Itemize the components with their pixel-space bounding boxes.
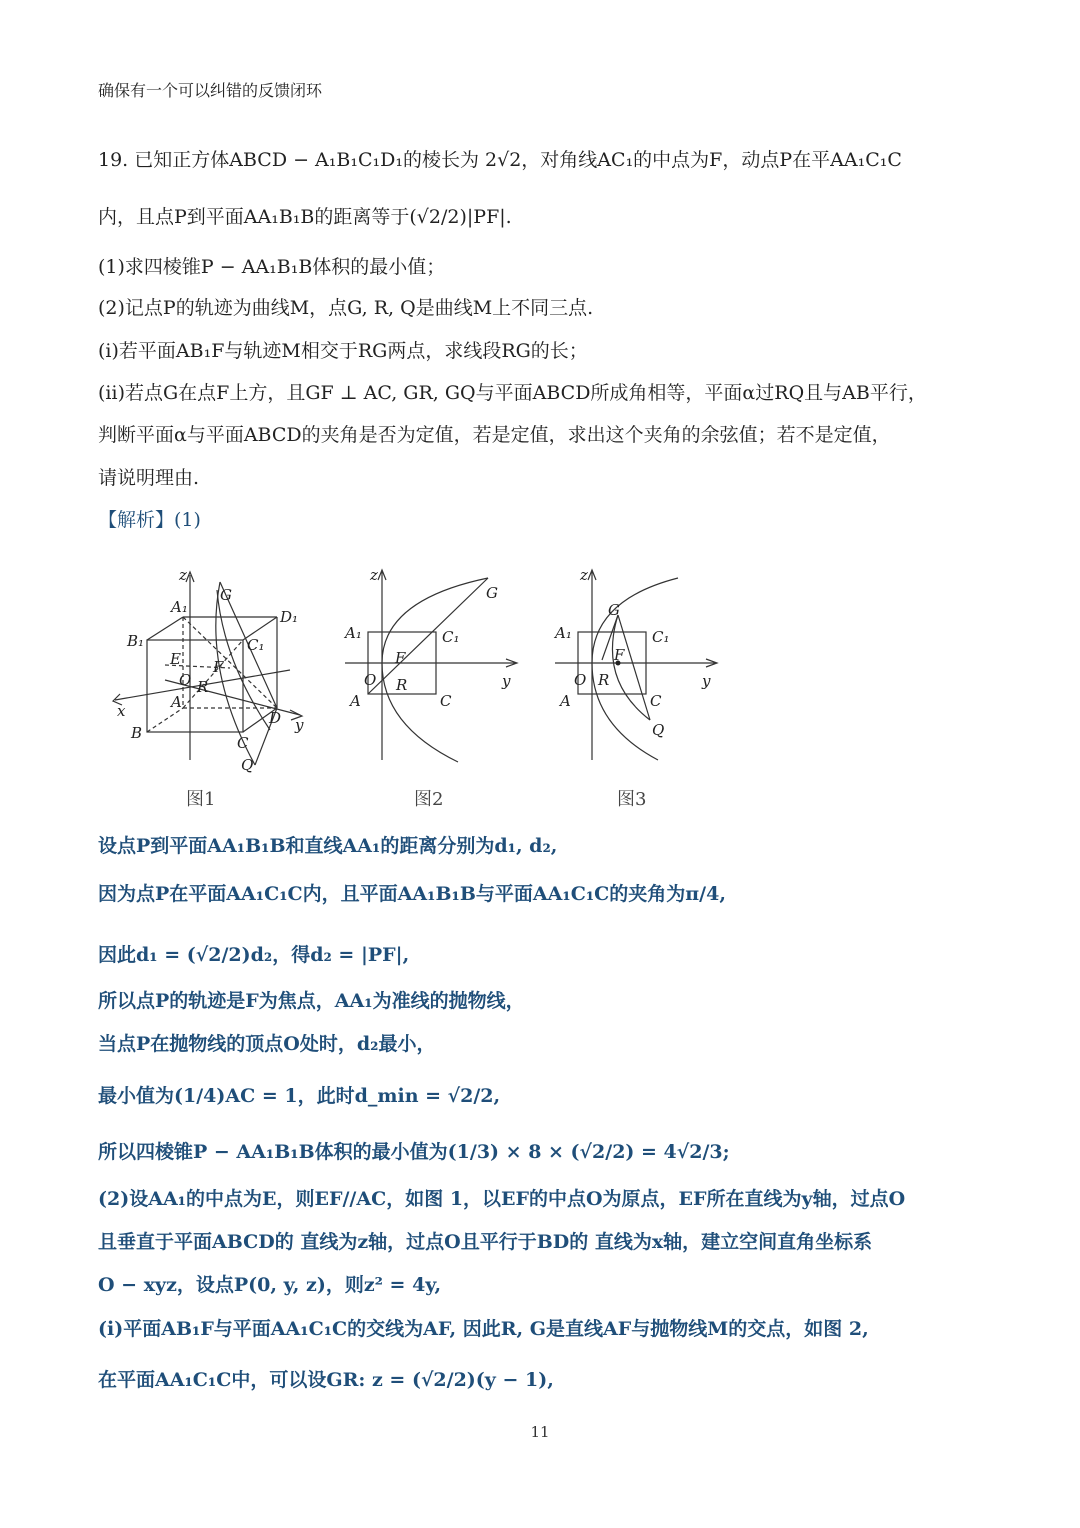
fig2-label-a1: A₁ [345, 624, 362, 642]
fig1-label-d1: D₁ [280, 608, 299, 626]
fig3-label-c: C [650, 692, 662, 710]
question-part-2ii-line3: 请说明理由. [98, 467, 200, 489]
question-part-1: (1)求四棱锥P − AA₁B₁B体积的最小值； [98, 256, 446, 278]
fig1-label-x: x [117, 702, 126, 720]
fig1-label-d: D [269, 709, 282, 727]
solution-line-4: 所以点P的轨迹是F为焦点，AA₁为准线的抛物线， [98, 990, 525, 1012]
solution-line-1: 设点P到平面AA₁B₁B和直线AA₁的距离分别为d₁, d₂, [98, 835, 558, 857]
question-part-2ii-line1: (ⅱ)若点G在点F上方，且GF ⊥ AC, GR, GQ与平面ABCD所成角相等，平面α过RQ且与AB平行， [98, 382, 927, 404]
fig1-label-a: A [171, 693, 182, 711]
fig3-label-a1: A₁ [555, 624, 572, 642]
question-line-2: 内，且点P到平面AA₁B₁B的距离等于(√2/2)|PF|. [98, 206, 512, 228]
solution-line-8: (2)设AA₁的中点为E，则EF//AC，如图 1，以EF的中点O为原点，EF所在直线为y轴，过点O [98, 1188, 906, 1210]
fig2-label-r: R [396, 676, 408, 694]
fig3-label-a: A [560, 692, 571, 710]
fig1-label-z: z [179, 566, 187, 584]
figure-2 [340, 560, 530, 775]
fig1-label-q: Q [241, 756, 254, 774]
fig1-label-o: O [179, 671, 192, 689]
fig2-label-f: F [395, 649, 406, 667]
solution-line-2: 因为点P在平面AA₁C₁C内，且平面AA₁B₁B与平面AA₁C₁C的夹角为π/4, [98, 883, 726, 905]
solution-line-5: 当点P在抛物线的顶点O处时，d₂最小， [98, 1033, 436, 1055]
fig1-label-a1: A₁ [171, 598, 188, 616]
fig3-label-q: Q [652, 721, 665, 739]
fig3-label-r: R [598, 671, 610, 689]
analysis-label: 【解析】(1) [98, 509, 201, 531]
fig3-label-c1: C₁ [652, 628, 670, 646]
solution-line-6: 最小值为(1/4)AC = 1，此时d_min = √2/2, [98, 1085, 501, 1107]
figure-3 [550, 560, 730, 775]
solution-line-3: 因此d₁ = (√2/2)d₂，得d₂ = |PF|, [98, 944, 410, 966]
solution-line-7: 所以四棱锥P − AA₁B₁B体积的最小值为(1/3) × 8 × (√2/2) = 4√2/3; [98, 1141, 730, 1163]
figure-3-caption: 图3 [617, 789, 647, 810]
fig2-label-o: O [364, 671, 377, 689]
fig1-label-c: C [237, 734, 249, 752]
fig1-label-e: E [170, 650, 181, 668]
fig3-label-y: y [702, 672, 711, 690]
question-part-2: (2)记点P的轨迹为曲线M，点G, R, Q是曲线M上不同三点. [98, 297, 594, 319]
fig1-label-g: G [220, 586, 232, 604]
fig2-label-a: A [350, 692, 361, 710]
question-part-2ii-line2: 判断平面α与平面ABCD的夹角是否为定值，若是定值，求出这个夹角的余弦值；若不是定值， [98, 424, 891, 446]
question-line-1: 19. 已知正方体ABCD − A₁B₁C₁D₁的棱长为 2√2，对角线AC₁的中点为F，动点P在平AA₁C₁C [98, 149, 902, 171]
fig2-label-g: G [486, 584, 498, 602]
fig1-label-y: y [295, 716, 304, 734]
figure-2-caption: 图2 [414, 789, 444, 810]
fig3-label-f: F [614, 646, 625, 664]
figure-1-cube [105, 560, 315, 775]
fig1-label-b: B [131, 724, 143, 742]
solution-line-10: O − xyz，设点P(0, y, z)，则z² = 4y, [98, 1274, 442, 1296]
question-part-2i: (ⅰ)若平面AB₁F与轨迹M相交于RG两点，求线段RG的长； [98, 340, 588, 362]
figure-1-caption: 图1 [186, 789, 216, 810]
fig2-label-c: C [440, 692, 452, 710]
fig1-label-f: F [213, 658, 224, 676]
solution-line-9: 且垂直于平面ABCD的 直线为z轴，过点O且平行于BD的 直线为x轴，建立空间直角坐标系 [98, 1231, 873, 1253]
fig2-label-y: y [502, 672, 511, 690]
fig3-label-z: z [580, 566, 588, 584]
page-header: 确保有一个可以纠错的反馈闭环 [98, 81, 323, 100]
fig1-label-b1: B₁ [127, 632, 145, 650]
fig1-label-r: R [197, 678, 209, 696]
solution-line-11: (ⅰ)平面AB₁F与平面AA₁C₁C的交线为AF, 因此R, G是直线AF与抛物线M的交点，如图 2, [98, 1318, 869, 1340]
fig1-label-c1: C₁ [247, 636, 265, 654]
fig3-label-g: G [608, 601, 620, 619]
page-number: 11 [530, 1423, 550, 1441]
fig2-label-z: z [370, 566, 378, 584]
fig3-label-o: O [574, 671, 587, 689]
solution-line-12: 在平面AA₁C₁C中，可以设GR: z = (√2/2)(y − 1), [98, 1369, 554, 1391]
fig2-label-c1: C₁ [442, 628, 460, 646]
